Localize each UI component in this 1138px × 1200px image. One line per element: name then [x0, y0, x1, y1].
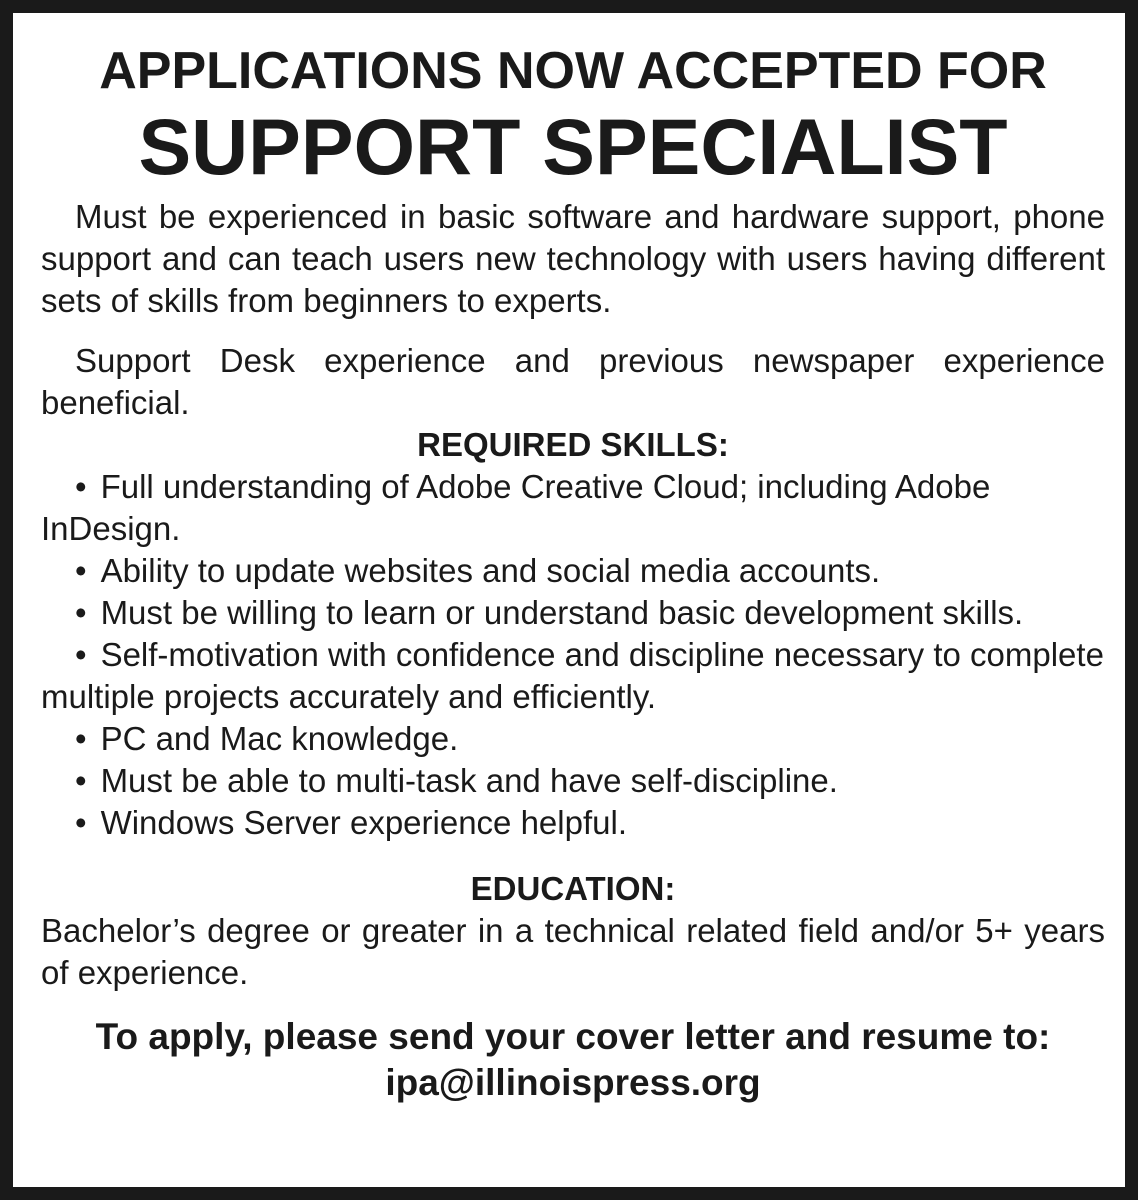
skill-item [41, 466, 1105, 550]
bullet-icon: • [75, 594, 87, 631]
bullet-icon: • [75, 552, 87, 589]
skill-text: Self-motivation with confidence and discipline necessary to complete multiple projects accurately and efficiently. [41, 636, 1104, 715]
bullet-icon: • [75, 636, 87, 673]
skill-item [41, 718, 1105, 760]
skill-item [41, 550, 1105, 592]
bullet-icon: • [75, 468, 87, 505]
job-ad-content [41, 35, 1105, 1106]
headline-top: APPLICATIONS NOW ACCEPTED FOR [99, 42, 1047, 100]
apply-email: ipa@illinoispress.org [385, 1062, 761, 1103]
education-text: Bachelor’s degree or greater in a technical related field and/or 5+ years of experience. [41, 912, 1105, 991]
skill-text: Full understanding of Adobe Creative Cloud; including Adobe InDesign. [41, 468, 991, 547]
skill-text: Windows Server experience helpful. [100, 804, 627, 841]
skill-item [41, 760, 1105, 802]
experience-paragraph: Support Desk experience and previous newspaper experience beneficial. [41, 342, 1105, 421]
skill-item [41, 592, 1105, 634]
skill-text: Must be willing to learn or understand basic development skills. [100, 594, 1024, 631]
education-heading: EDUCATION: [470, 870, 676, 907]
skill-item [41, 634, 1105, 718]
headline-main: SUPPORT SPECIALIST [138, 102, 1008, 191]
bullet-icon: • [75, 720, 87, 757]
apply-instruction: To apply, please send your cover letter and resume to: [95, 1016, 1051, 1057]
skill-text: Ability to update websites and social media accounts. [100, 552, 881, 589]
skill-item [41, 802, 1105, 844]
bullet-icon: • [75, 804, 87, 841]
required-skills-list [41, 466, 1105, 844]
skill-text: PC and Mac knowledge. [100, 720, 459, 757]
intro-paragraph: Must be experienced in basic software and hardware support, phone support and can teach users new technology with users having different sets of skills from beginners to experts. [41, 198, 1105, 319]
bullet-icon: • [75, 762, 87, 799]
skill-text: Must be able to multi-task and have self-discipline. [100, 762, 838, 799]
required-skills-heading: REQUIRED SKILLS: [417, 426, 729, 463]
